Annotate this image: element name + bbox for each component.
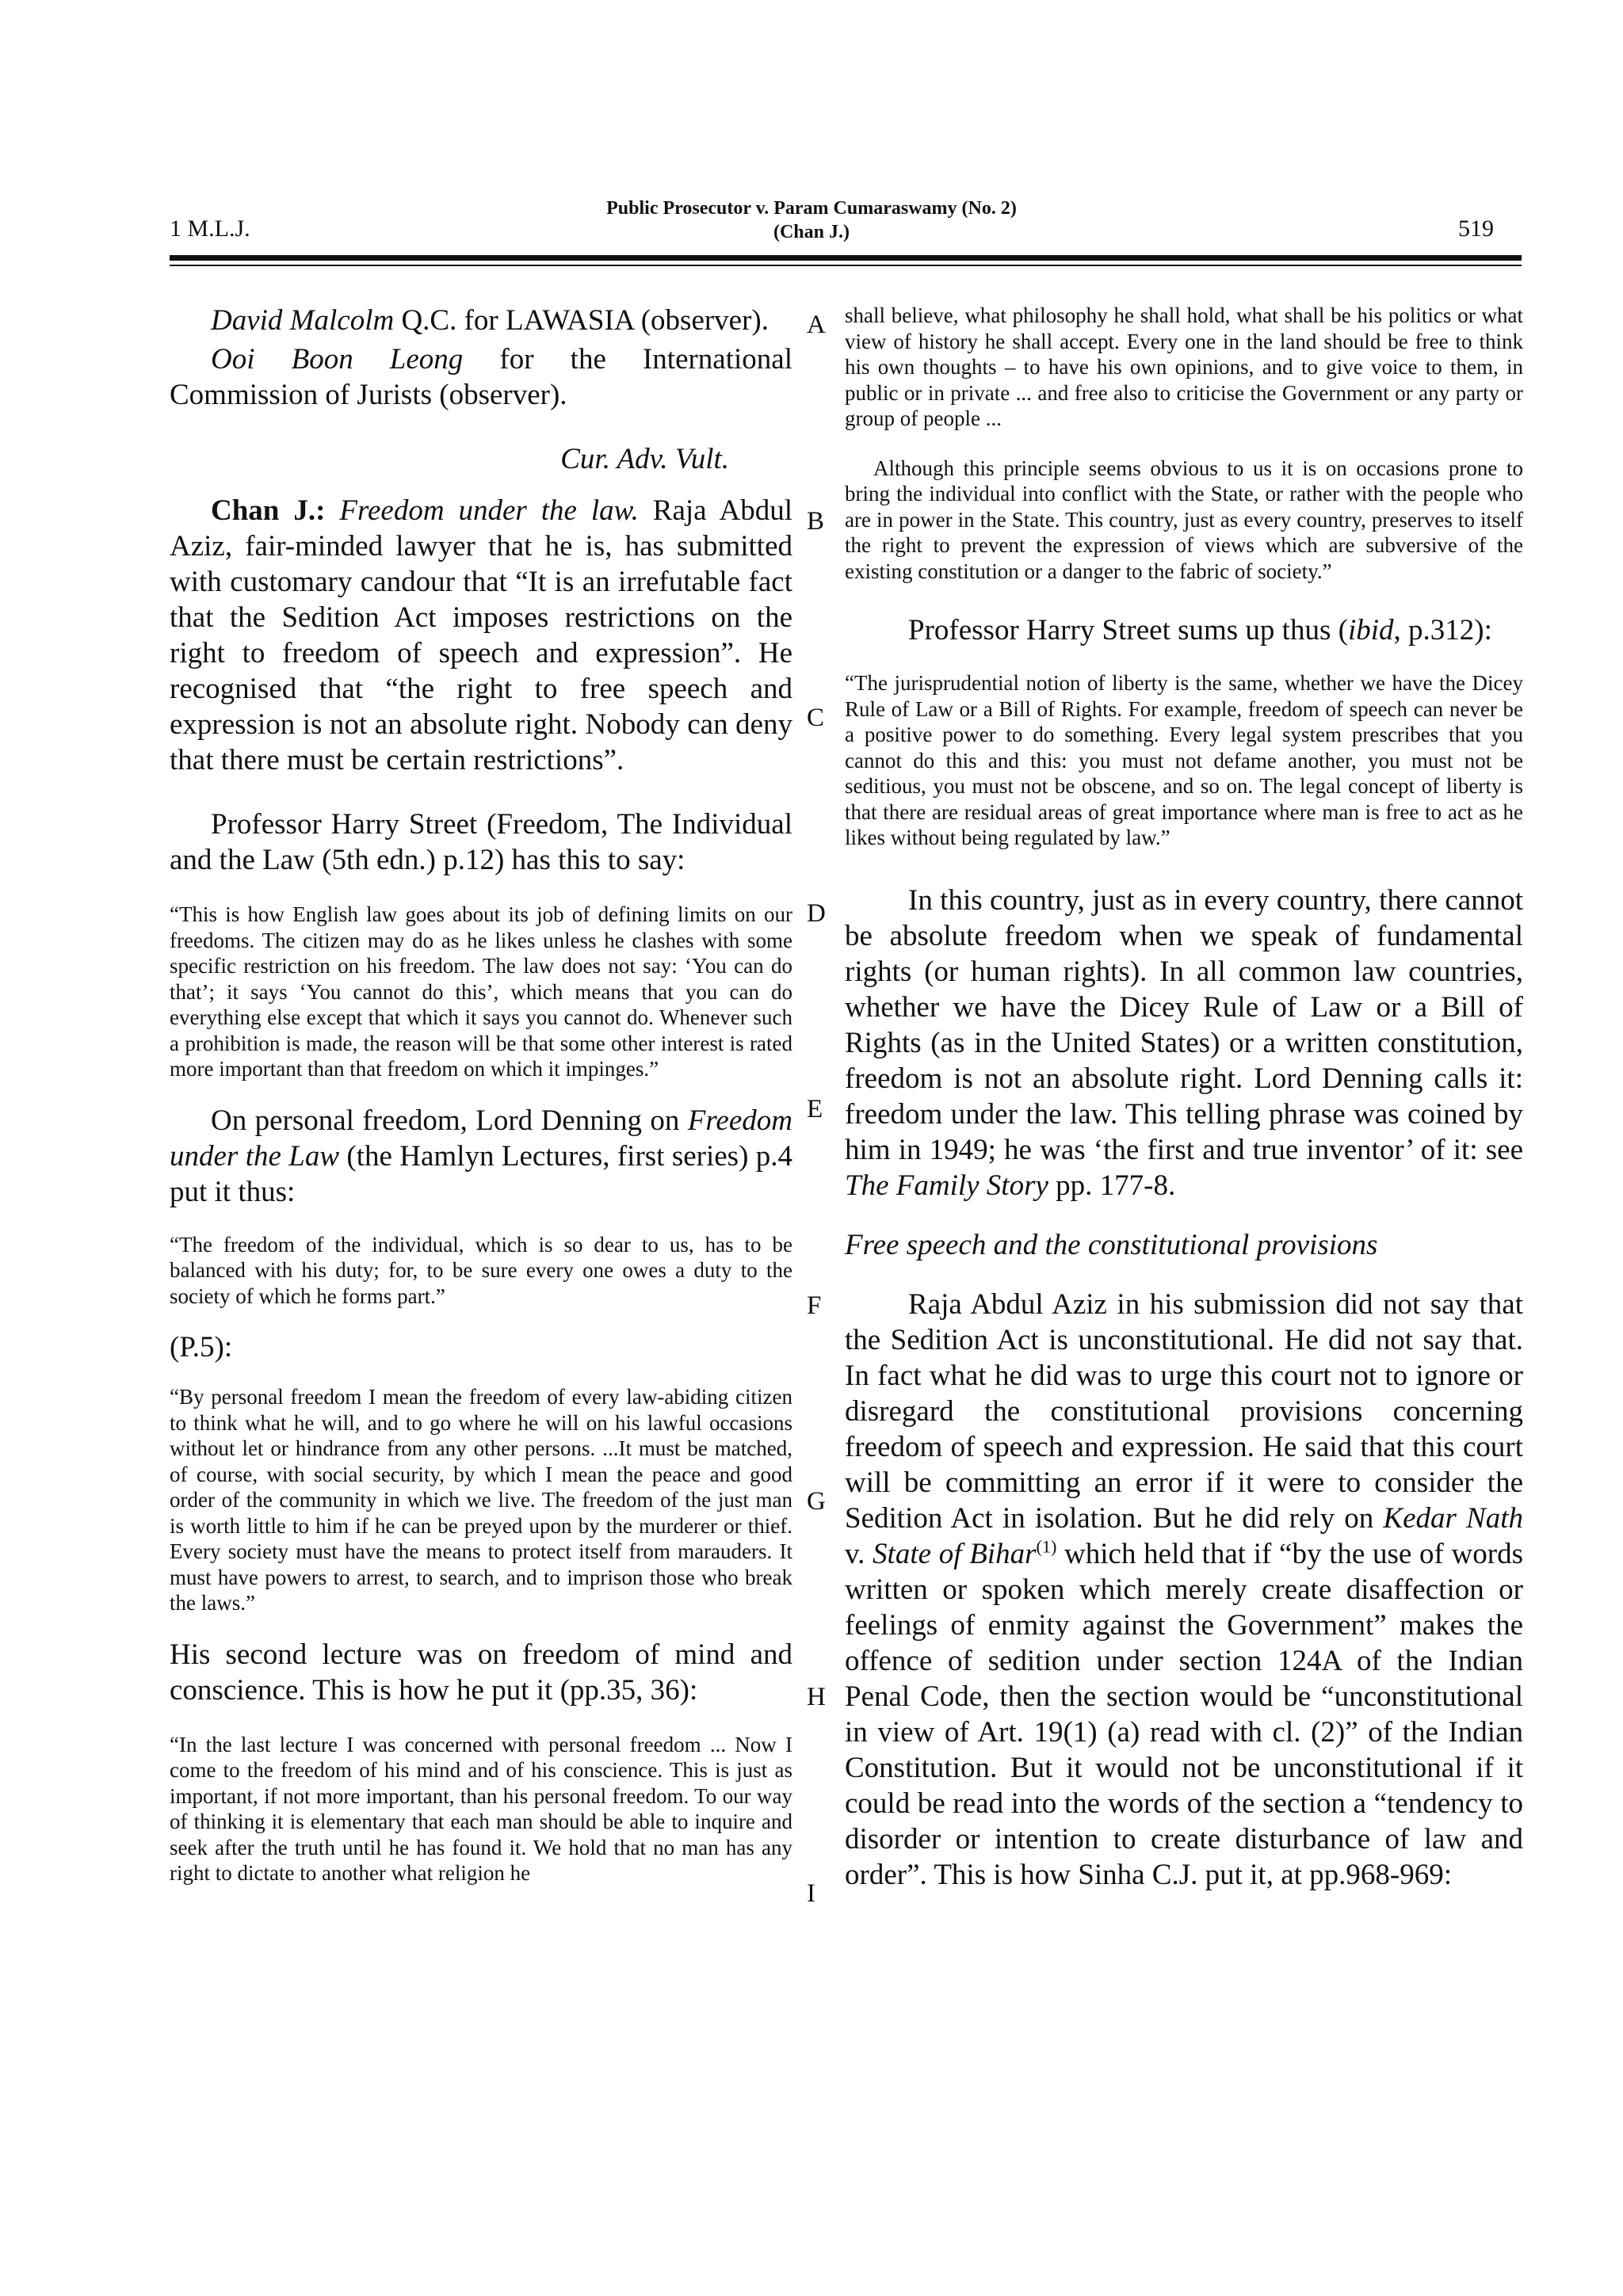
margin-letter-f: F (807, 1291, 822, 1320)
margin-letter-d: D (807, 899, 826, 928)
quote-street-2: “The jurisprudential notion of liberty is the same, whether we have the Dicey Rule of Law or a Bill of Rights. For example, freedom of speech can never be a positive power to do something. Every legal system prescribes that you cannot do this and this: you must not defame another, you must not be seditious, you must not be obscene, and so on. The legal concept of liberty is that there are residual areas of great importance where man is free to act as he likes without being regulated by law.” (845, 671, 1523, 849)
header-rule-thick (170, 255, 1522, 261)
paragraph-this-country (845, 883, 1523, 1203)
judge-header: (Chan J.) (773, 222, 850, 242)
cur-adv-vult: Cur. Adv. Vult. (560, 443, 729, 475)
aziz-text-1: Raja Abdul Aziz in his submission did not say that the Sedition Act is unconstitutional. He did not say that. In fact what he did was to urge this court not to ignore or disregard the constitutional provisions concerning freedom of speech and expression. He said that this court will be committing an error if it were to consider the Sedition Act in isolation. But he did rely on (845, 1287, 1523, 1535)
case-kedar-nath: Kedar Nath (1383, 1501, 1523, 1535)
journal-citation: 1 M.L.J. (170, 215, 250, 242)
paragraph-street-intro: Professor Harry Street (Freedom, The Individual and the Law (5th edn.) p.12) has this to say: (170, 808, 792, 876)
counsel-line-2 (170, 341, 792, 413)
judge-name: Chan J.: (211, 494, 326, 527)
quote-denning-1: “The freedom of the individual, which is so dear to us, has to be balanced with his duty; for, to be sure every one owes a duty to the society of which he forms part.” (170, 1232, 792, 1308)
counsel-1-name: David Malcolm (211, 304, 395, 337)
ibid: ibid (1347, 614, 1394, 646)
quote-denning-3: “In the last lecture I was concerned with personal freedom ... Now I come to the freedom of his mind and of his conscience. This is just as important, if not more important, than his personal freedom. To our way of thinking it is elementary that each man should be able to inquire and seek after the truth until he has found it. We hold that no man has any right to dictate to another what religion he (170, 1732, 792, 1885)
aziz-text-2: which held that if “by the use of words written or spoken which merely create disaffection or feelings of enmity against the Government” makes the offence of sedition under section 124A of the Indian Penal Code, then the section would be “unconstitutional in view of Art. 19(1) (a) read with cl. (2)” of the Indian Constitution. But it would not be unconstitutional if it could be read into the words of the section a “tendency to disorder or intention to create disturbance of law and order”. This is how Sinha C.J. put it, at pp.968-969: (845, 1537, 1523, 1891)
header-rule-thin (170, 265, 1522, 266)
paragraph-second-lecture: His second lecture was on freedom of mind and conscience. This is how he put it (pp.35, 36): (170, 1638, 792, 1707)
margin-letter-e: E (807, 1095, 823, 1123)
margin-letter-i: I (807, 1879, 815, 1908)
street-sums-pre: Professor Harry Street sums up thus ( (908, 614, 1348, 646)
book-title-freedom-under-law: Freedom under the Law (170, 1104, 792, 1173)
quote-conclusion: Although this principle seems obvious to us it is on occasions prone to bring the individual into conflict with the State, or rather with the people who are in power in the State. This country, just as every country, preserves to itself the right to prevent the expression of views which are subversive of the existing constitution or a danger to the fabric of society.” (845, 456, 1523, 583)
counsel-1-role: Q.C. for LAWASIA (observer). (394, 304, 769, 337)
quote-continuation: shall believe, what philosophy he shall hold, what shall be his politics or what view of history he shall accept. Every one in the land should be free to think his own thoughts – to have his own opinions, and to give voice to them, in public or in private ... and free also to criticise the Government or any party or group of people ... (845, 303, 1523, 430)
this-country-post: pp. 177-8. (1048, 1169, 1176, 1202)
case-versus: v. (845, 1537, 873, 1570)
running-header (555, 196, 1068, 244)
left-column (170, 303, 792, 1886)
margin-letter-c: C (807, 704, 825, 732)
margin-letter-b: B (807, 507, 825, 536)
margin-letter-a: A (807, 311, 826, 339)
paragraph-1: Raja Abdul Aziz, fair-minded lawyer that he is, has submitted with customary candour that “It is an irrefutable fact that the Sedition Act imposes restrictions on the right to freedom of speech and expression”. He recognised that “the right to free speech and expression is not an absolute right. Nobody can deny that there must be certain restrictions”. (170, 494, 793, 776)
book-title-family-story: The Family Story (845, 1169, 1048, 1202)
footnote-ref-1: (1) (1036, 1536, 1057, 1557)
right-column (845, 303, 1523, 1893)
page-ref-p5: (P.5): (170, 1331, 233, 1363)
counsel-line-1 (170, 303, 792, 338)
paragraph-street-sums (845, 612, 1523, 648)
paragraph-denning (170, 1103, 792, 1210)
quote-denning-2: “By personal freedom I mean the freedom of every law-abiding citizen to think what he will, and to go where he will on his lawful occasions without let or hindrance from any other persons. ...It must be matched, of course, with social security, by which I mean the peace and good order of the community in which we live. The freedom of the just man is worth little to him if he can be preyed upon by the murderer or thief. Every society must have the means to protect itself from marauders. It must have powers to arrest, to search, and to imprison those who break the laws.” (170, 1385, 792, 1615)
quote-street-1: “This is how English law goes about its job of defining limits on our freedoms. The citizen may do as he likes unless he clashes with some specific restriction on his freedom. The law does not say: ‘You can do that’; it says ‘You cannot do this’, which means that you can do everything else except that which it says you cannot do. Whenever such a prohibition is made, the reason will be that some other interest is rated more important than that freedom on which it impinges.” (170, 902, 792, 1081)
paragraph-denning-pre: On personal freedom, Lord Denning on (211, 1104, 688, 1137)
this-country-text: In this country, just as in every country, there cannot be absolute freedom when we speak of fundamental rights (or human rights). In all common law countries, whether we have the Dicey Rule of Law or a Bill of Rights (as in the United States) or a written constitution, freedom is not an absolute right. Lord Denning calls it: freedom under the law. This telling phrase was coined by him in 1949; he was ‘the first and true inventor’ of it: see (845, 883, 1523, 1166)
page-number: 519 (1458, 215, 1494, 242)
judgment-opening (170, 493, 792, 778)
case-state-of-bihar: State of Bihar (873, 1537, 1037, 1570)
section-subheading: Free speech and the constitutional provisions (845, 1228, 1378, 1261)
counsel-2-role: for the International Commission of Jurists (observer). (170, 343, 792, 411)
margin-letter-h: H (807, 1683, 826, 1711)
judgment-heading: Freedom under the law. (339, 494, 639, 527)
street-sums-post: , p.312): (1393, 614, 1492, 646)
margin-letter-g: G (807, 1487, 826, 1516)
paragraph-aziz (845, 1287, 1523, 1893)
case-title: Public Prosecutor v. Param Cumaraswamy (No. 2) (606, 198, 1017, 219)
counsel-2-name: Ooi Boon Leong (211, 343, 464, 376)
paragraph-denning-post: (the Hamlyn Lectures, first series) p.4 put it thus: (170, 1139, 793, 1208)
